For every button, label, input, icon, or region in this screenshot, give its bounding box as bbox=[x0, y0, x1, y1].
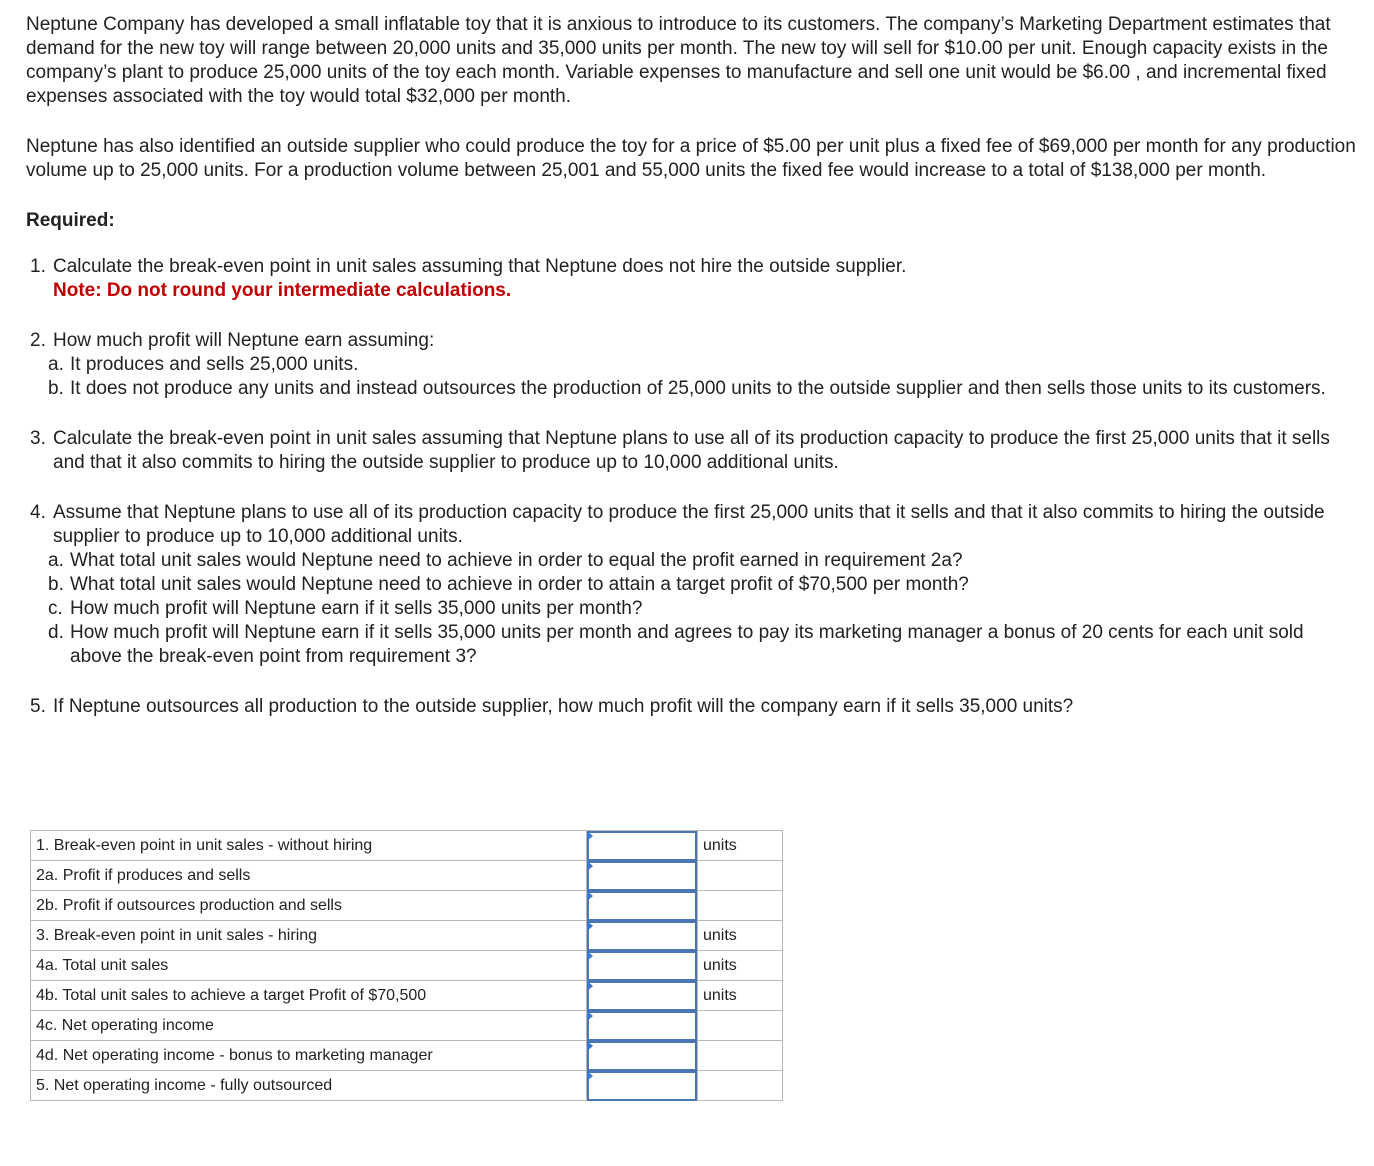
requirement-4b bbox=[30, 573, 1356, 597]
answer-input-4a[interactable] bbox=[587, 951, 697, 981]
table-row bbox=[31, 831, 783, 861]
unit-label bbox=[698, 1041, 783, 1071]
sub-text: It produces and sells 25,000 units. bbox=[70, 354, 359, 375]
row-label: 4a. Total unit sales bbox=[31, 951, 587, 981]
sub-letter: b. bbox=[48, 378, 64, 399]
requirement-2b bbox=[30, 377, 1356, 401]
unit-label bbox=[698, 861, 783, 891]
row-label: 2a. Profit if produces and sells bbox=[31, 861, 587, 891]
table-row bbox=[31, 981, 783, 1011]
sub-letter: a. bbox=[48, 550, 64, 571]
answer-input-2a[interactable] bbox=[587, 861, 697, 891]
row-label: 2b. Profit if outsources production and sells bbox=[31, 891, 587, 921]
sub-letter: b. bbox=[48, 574, 64, 595]
requirement-5 bbox=[30, 695, 1356, 719]
requirement-2 bbox=[30, 329, 1356, 401]
requirement-4d bbox=[30, 621, 1356, 669]
unit-label: units bbox=[698, 921, 783, 951]
table-row bbox=[31, 861, 783, 891]
required-heading: Required: bbox=[26, 210, 115, 231]
table-row bbox=[31, 1011, 783, 1041]
unit-label bbox=[698, 891, 783, 921]
requirement-number: 2. bbox=[30, 330, 46, 351]
unit-label: units bbox=[698, 981, 783, 1011]
requirement-text: How much profit will Neptune earn assuming: bbox=[53, 330, 435, 351]
requirement-number: 5. bbox=[30, 696, 46, 717]
answer-input-4c[interactable] bbox=[587, 1011, 697, 1041]
sub-text: It does not produce any units and instead outsources the production of 25,000 units to the outside supplier and then sells those units to its customers. bbox=[70, 378, 1326, 399]
sub-text: How much profit will Neptune earn if it sells 35,000 units per month? bbox=[70, 598, 643, 619]
answer-input-5[interactable] bbox=[587, 1071, 697, 1101]
table-row bbox=[31, 951, 783, 981]
requirement-text: Calculate the break-even point in unit sales assuming that Neptune plans to use all of its production capacity to produce the first 25,000 units that it sells and that it also commits to hiring the outside supplier to produce up to 10,000 additional units. bbox=[53, 428, 1330, 473]
answer-input-4d[interactable] bbox=[587, 1041, 697, 1071]
unit-label bbox=[698, 1071, 783, 1101]
requirement-text: Calculate the break-even point in unit sales assuming that Neptune does not hire the outside supplier. bbox=[53, 256, 907, 277]
unit-label: units bbox=[698, 831, 783, 861]
row-label: 4c. Net operating income bbox=[31, 1011, 587, 1041]
requirement-number: 1. bbox=[30, 256, 46, 277]
requirement-number: 4. bbox=[30, 502, 46, 523]
requirement-4a bbox=[30, 549, 1356, 573]
sub-text: What total unit sales would Neptune need to achieve in order to equal the profit earned in requirement 2a? bbox=[70, 550, 963, 571]
requirement-text: If Neptune outsources all production to the outside supplier, how much profit will the company earn if it sells 35,000 units? bbox=[53, 696, 1074, 717]
row-label: 3. Break-even point in unit sales - hiring bbox=[31, 921, 587, 951]
table-row bbox=[31, 891, 783, 921]
requirement-number: 3. bbox=[30, 428, 46, 449]
answer-input-1[interactable] bbox=[587, 831, 697, 861]
rounding-note: Note: Do not round your intermediate calculations. bbox=[53, 280, 512, 301]
row-label: 4d. Net operating income - bonus to marketing manager bbox=[31, 1041, 587, 1071]
intro-paragraph-2: Neptune has also identified an outside supplier who could produce the toy for a price of $5.00 per unit plus a fixed fee of $69,000 per month for any production volume up to 25,000 units. For a production volume between 25,001 and 55,000 units the fixed fee would increase to a total of $138,000 per month. bbox=[26, 136, 1356, 181]
answer-input-3[interactable] bbox=[587, 921, 697, 951]
row-label: 5. Net operating income - fully outsourced bbox=[31, 1071, 587, 1101]
row-label: 1. Break-even point in unit sales - without hiring bbox=[31, 831, 587, 861]
sub-letter: c. bbox=[48, 598, 63, 619]
sub-text: What total unit sales would Neptune need to achieve in order to attain a target profit of $70,500 per month? bbox=[70, 574, 969, 595]
requirement-4 bbox=[30, 501, 1356, 669]
sub-letter: a. bbox=[48, 354, 64, 375]
answer-input-2b[interactable] bbox=[587, 891, 697, 921]
problem-statement bbox=[26, 13, 1356, 745]
table-row bbox=[31, 1041, 783, 1071]
requirement-4c bbox=[30, 597, 1356, 621]
answer-input-4b[interactable] bbox=[587, 981, 697, 1011]
requirement-text: Assume that Neptune plans to use all of its production capacity to produce the first 25,000 units that it sells and that it also commits to hiring the outside supplier to produce up to 10,000 additional units. bbox=[53, 502, 1325, 547]
answer-table bbox=[30, 830, 783, 1101]
requirement-1 bbox=[30, 255, 1356, 303]
unit-label: units bbox=[698, 951, 783, 981]
sub-text: How much profit will Neptune earn if it sells 35,000 units per month and agrees to pay its marketing manager a bonus of 20 cents for each unit sold above the break-even point from requirement 3? bbox=[70, 622, 1304, 667]
intro-paragraph-1: Neptune Company has developed a small inflatable toy that it is anxious to introduce to its customers. The company’s Marketing Department estimates that demand for the new toy will range between 20,000 units and 35,000 units per month. The new toy will sell for $10.00 per unit. Enough capacity exists in the company’s plant to produce 25,000 units of the toy each month. Variable expenses to manufacture and sell one unit would be $6.00 , and incremental fixed expenses associated with the toy would total $32,000 per month. bbox=[26, 14, 1331, 107]
requirement-3 bbox=[30, 427, 1356, 475]
row-label: 4b. Total unit sales to achieve a target Profit of $70,500 bbox=[31, 981, 587, 1011]
table-row bbox=[31, 1071, 783, 1101]
sub-letter: d. bbox=[48, 622, 64, 643]
requirement-2a bbox=[30, 353, 1356, 377]
table-row bbox=[31, 921, 783, 951]
unit-label bbox=[698, 1011, 783, 1041]
